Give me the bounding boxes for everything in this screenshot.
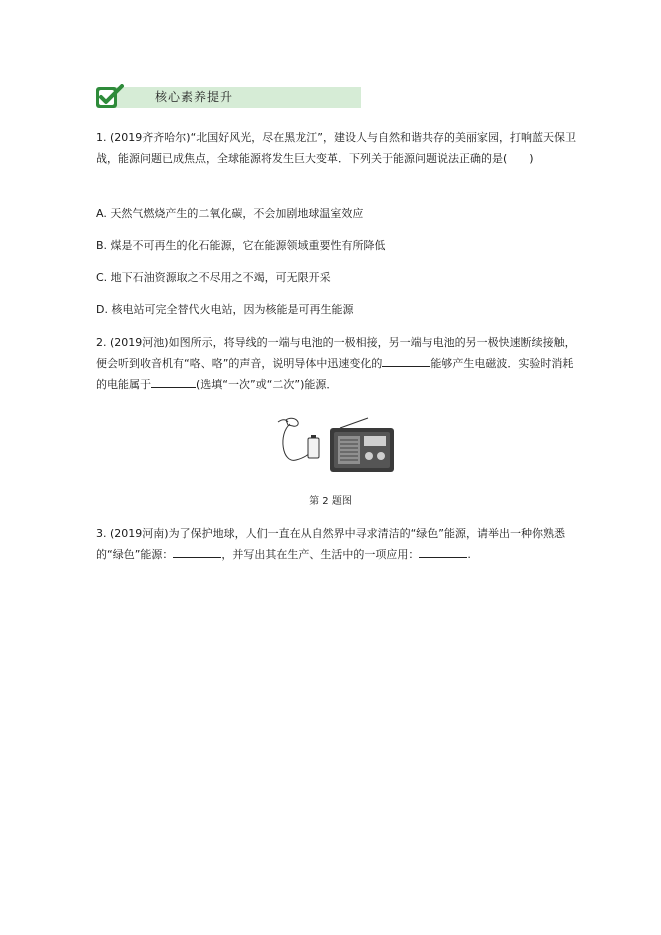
question-1-stem: 1. (2019齐齐哈尔)“北国好风光，尽在黑龙江”，建设人与自然和谐共存的美丽家园，打响蓝天保卫战，能源问题已成焦点，全球能源将发生巨大变革．下列关于能源问题说法正确的是( ) — [96, 131, 576, 165]
answer-blank[interactable] — [419, 545, 467, 558]
battery-radio-figure — [268, 414, 396, 474]
section-banner-bar — [109, 87, 361, 108]
question-3 — [96, 523, 576, 565]
question-1-option-a: A. 天然气燃烧产生的二氧化碳，不会加剧地球温室效应 — [96, 207, 364, 220]
battery-icon — [308, 435, 319, 458]
figure-caption: 第 2 题图 — [309, 496, 352, 507]
section-banner — [95, 84, 361, 108]
question-1-option-b: B. 煤是不可再生的化石能源，它在能源领域重要性有所降低 — [96, 239, 386, 252]
question-3-stem-part2: ，并写出其在生产、生活中的一项应用： — [221, 548, 420, 561]
question-3-stem-part3: . — [467, 548, 471, 561]
checkmark-icon — [95, 84, 127, 110]
question-2-stem-part2: 能够产生电磁波．实验时消耗的电能属于 — [96, 357, 574, 391]
section-title: 核心素养提升 — [155, 90, 234, 104]
question-2-stem-part3: (选填“一次”或“二次”)能源． — [196, 378, 338, 391]
radio-icon — [330, 418, 394, 472]
hand-illustration — [286, 418, 298, 426]
question-1-option-d: D. 核电站可完全替代火电站，因为核能是可再生能源 — [96, 303, 354, 316]
question-2-stem-part1: 2. (2019河池)如图所示，将导线的一端与电池的一极相接，另一端与电池的另一极快速断续接触，便会听到收音机有“咯、咯”的声音，说明导体中迅速变化的 — [96, 336, 576, 370]
answer-blank[interactable] — [173, 545, 221, 558]
question-1-option-c: C. 地下石油资源取之不尽用之不竭，可无限开采 — [96, 271, 331, 284]
answer-blank[interactable] — [382, 354, 430, 367]
question-2 — [96, 332, 576, 395]
question-3-stem-part1: 3. (2019河南)为了保护地球，人们一直在从自然界中寻求清洁的“绿色”能源，请举出一种你熟悉的“绿色”能源： — [96, 527, 565, 561]
answer-blank[interactable] — [151, 375, 196, 388]
